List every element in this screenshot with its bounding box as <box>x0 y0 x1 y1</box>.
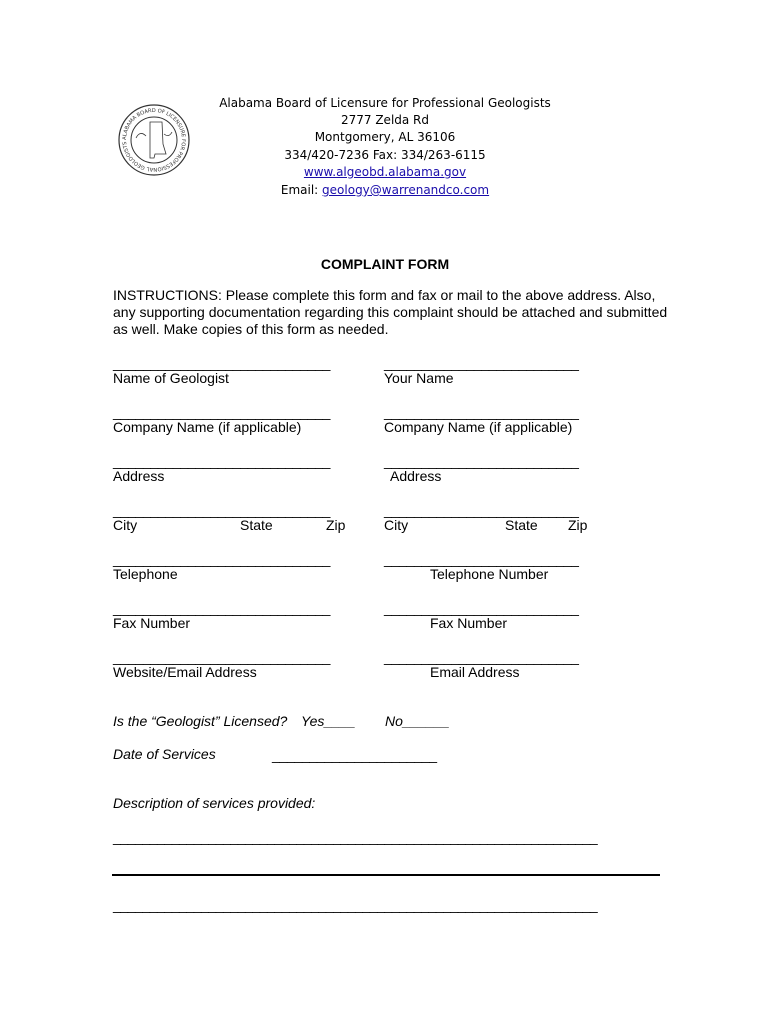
instructions: INSTRUCTIONS: Please complete this form and fax or mail to the above address. Also, any supporting documentation regarding this complaint should be attached and submitted as well. Make copies of this form as needed. <box>113 287 668 337</box>
geologist-telephone-field[interactable]: _____________________________ <box>113 551 331 567</box>
geologist-company-field[interactable]: _____________________________ <box>113 404 331 420</box>
date-of-services-field[interactable]: ______________________ <box>272 747 437 763</box>
description-label: Description of services provided: <box>113 795 316 811</box>
phone-fax: 334/420-7236 Fax: 334/263-6115 <box>284 148 486 162</box>
email-label: Email: <box>280 183 323 197</box>
geologist-city-field[interactable]: _____________________________ <box>113 502 331 518</box>
geologist-city-label: City <box>113 517 138 533</box>
geologist-name-label: Name of Geologist <box>113 370 229 386</box>
your-company-label: Company Name (if applicable) <box>384 419 573 435</box>
your-fax-field[interactable]: __________________________ <box>384 600 579 616</box>
your-state-label: State <box>505 517 538 533</box>
licensed-question: Is the “Geologist” Licensed? <box>113 713 288 729</box>
email-line <box>150 182 620 199</box>
geologist-telephone-label: Telephone <box>113 566 178 582</box>
your-city-label: City <box>384 517 409 533</box>
licensed-no-field[interactable]: No______ <box>385 713 450 729</box>
description-line-1[interactable]: __________________________________________________________________ <box>113 829 598 845</box>
description-line-2[interactable]: __________________________________________________________________ <box>113 897 598 913</box>
website-link[interactable]: www.algeobd.alabama.gov <box>303 165 467 179</box>
your-city-field[interactable]: __________________________ <box>384 502 579 518</box>
your-telephone-label: Telephone Number <box>430 566 549 582</box>
your-name-field[interactable]: __________________________ <box>384 355 579 371</box>
licensed-yes-field[interactable]: Yes____ <box>301 713 356 729</box>
seal-text: ALABAMA BOARD OF LICENSURE FOR PROFESSIONAL GEOLOGISTS <box>121 107 187 173</box>
form-title: COMPLAINT FORM <box>320 256 450 272</box>
your-address-field[interactable]: __________________________ <box>384 453 579 469</box>
street-address: 2777 Zelda Rd <box>340 113 430 127</box>
your-name-label: Your Name <box>384 370 454 386</box>
date-of-services-label: Date of Services <box>113 746 216 762</box>
your-company-field[interactable]: __________________________ <box>384 404 579 420</box>
geologist-address-label: Address <box>113 468 165 484</box>
geologist-website-email-field[interactable]: _____________________________ <box>113 649 331 665</box>
divider-line <box>112 874 660 876</box>
geologist-company-label: Company Name (if applicable) <box>113 419 302 435</box>
your-email-label: Email Address <box>430 664 520 680</box>
your-zip-label: Zip <box>568 517 588 533</box>
your-address-label: Address <box>390 468 442 484</box>
geologist-address-field[interactable]: _____________________________ <box>113 453 331 469</box>
org-name: Alabama Board of Licensure for Professional Geologists <box>219 96 551 110</box>
geologist-state-label: State <box>240 517 273 533</box>
city-state-zip: Montgomery, AL 36106 <box>314 130 456 144</box>
email-link[interactable]: geology@warrenandco.com <box>322 183 490 197</box>
your-email-field[interactable]: __________________________ <box>384 649 579 665</box>
geologist-name-field[interactable]: _____________________________ <box>113 355 331 371</box>
geologist-website-email-label: Website/Email Address <box>113 664 257 680</box>
your-telephone-field[interactable]: __________________________ <box>384 551 579 567</box>
geologist-fax-label: Fax Number <box>113 615 191 631</box>
geologist-fax-field[interactable]: _____________________________ <box>113 600 331 616</box>
geologist-zip-label: Zip <box>326 517 346 533</box>
your-fax-label: Fax Number <box>430 615 508 631</box>
